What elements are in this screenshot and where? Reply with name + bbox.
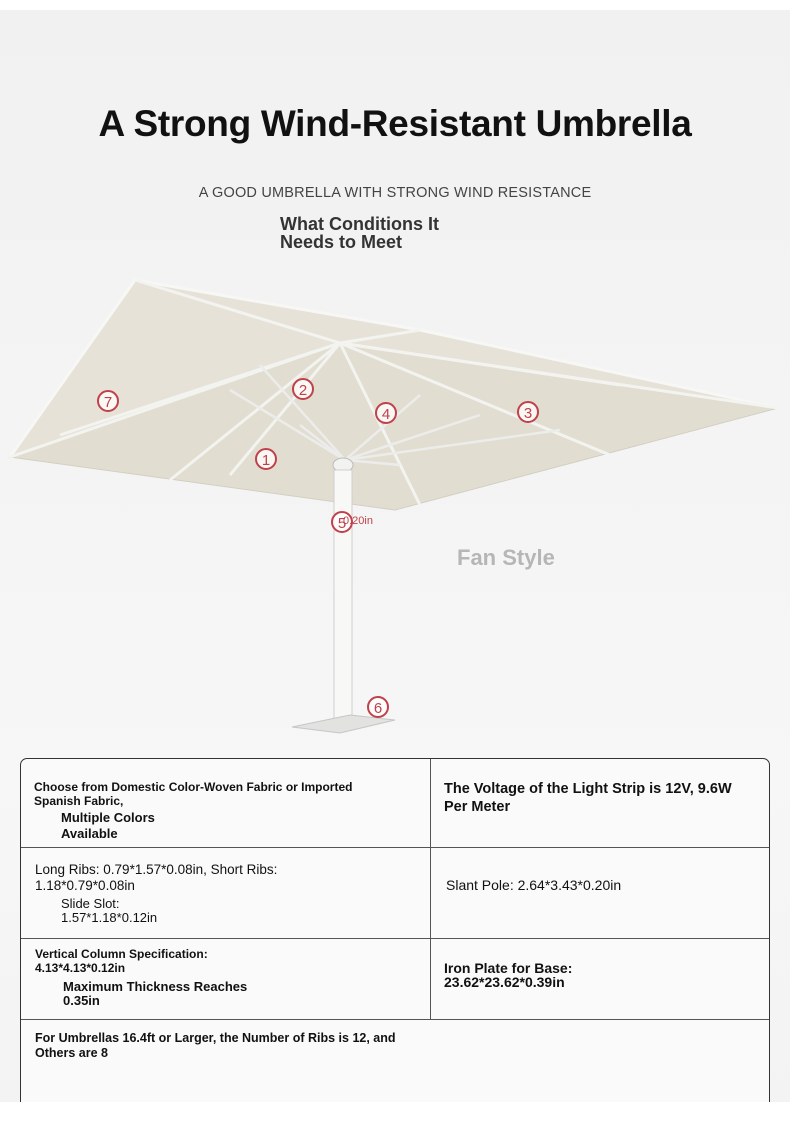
- light-line-1: The Voltage of the Light Strip is 12V, 9.6W: [444, 781, 732, 797]
- fabric-line-2: Spanish Fabric,: [34, 794, 124, 808]
- callout-3: 3: [517, 401, 539, 423]
- callout-7: 7: [97, 390, 119, 412]
- ribs-line-2: 1.18*0.79*0.08in: [35, 878, 135, 893]
- page-title: A Strong Wind-Resistant Umbrella: [98, 103, 692, 144]
- spec-cell-column: [21, 938, 431, 1019]
- spec-cell-light: [431, 759, 770, 847]
- ribs-line-4: 1.57*1.18*0.12in: [61, 910, 158, 925]
- spec-cell-base: [431, 938, 770, 1019]
- umbrella-pole: [334, 470, 352, 720]
- spec-cell-ribs: [21, 847, 431, 938]
- base-line-1: Iron Plate for Base:: [444, 960, 573, 976]
- column-line-1: Vertical Column Specification:: [35, 947, 208, 961]
- spec-row: [21, 759, 769, 848]
- callout-1: 1: [255, 448, 277, 470]
- slant-pole-text: Slant Pole: 2.64*3.43*0.20in: [446, 877, 622, 893]
- page-subtitle: A GOOD UMBRELLA WITH STRONG WIND RESISTANCE: [198, 185, 592, 201]
- ribs-count-line-1: For Umbrellas 16.4ft or Larger, the Number of Ribs is 12, and: [35, 1031, 396, 1045]
- fabric-line-1: Choose from Domestic Color-Woven Fabric or Imported: [34, 780, 353, 794]
- spec-cell-slant-pole: [431, 847, 770, 938]
- callout-2: 2: [292, 378, 314, 400]
- product-page: [0, 10, 790, 1102]
- callout-5: 5: [331, 511, 353, 533]
- fabric-line-3: Multiple Colors: [61, 810, 155, 825]
- base-line-2: 23.62*23.62*0.39in: [444, 974, 565, 990]
- column-line-3: Maximum Thickness Reaches: [63, 979, 248, 994]
- ribs-line-1: Long Ribs: 0.79*1.57*0.08in, Short Ribs:: [35, 862, 278, 877]
- ribs-line-3: Slide Slot:: [61, 896, 120, 911]
- column-line-4: 0.35in: [63, 993, 100, 1008]
- fabric-line-4: Available: [61, 826, 118, 841]
- conditions-heading: [280, 215, 520, 251]
- spec-table: [20, 758, 770, 1102]
- conditions-line-2: Needs to Meet: [280, 232, 403, 252]
- callout-4: 4: [375, 402, 397, 424]
- callout-6: 6: [367, 696, 389, 718]
- spec-row: [21, 1019, 769, 1102]
- column-line-2: 4.13*4.13*0.12in: [35, 961, 126, 975]
- conditions-line-1: What Conditions It: [280, 214, 439, 234]
- pole-dimension-label: 0.20in: [343, 515, 373, 527]
- ribs-count-line-2: Others are 8: [35, 1046, 108, 1060]
- fan-style-label: Fan Style: [457, 545, 555, 570]
- umbrella-illustration: [0, 265, 790, 745]
- spec-cell-fabric: [21, 759, 431, 847]
- spec-row: [21, 847, 769, 939]
- spec-row: [21, 938, 769, 1020]
- light-line-2: Per Meter: [444, 799, 511, 815]
